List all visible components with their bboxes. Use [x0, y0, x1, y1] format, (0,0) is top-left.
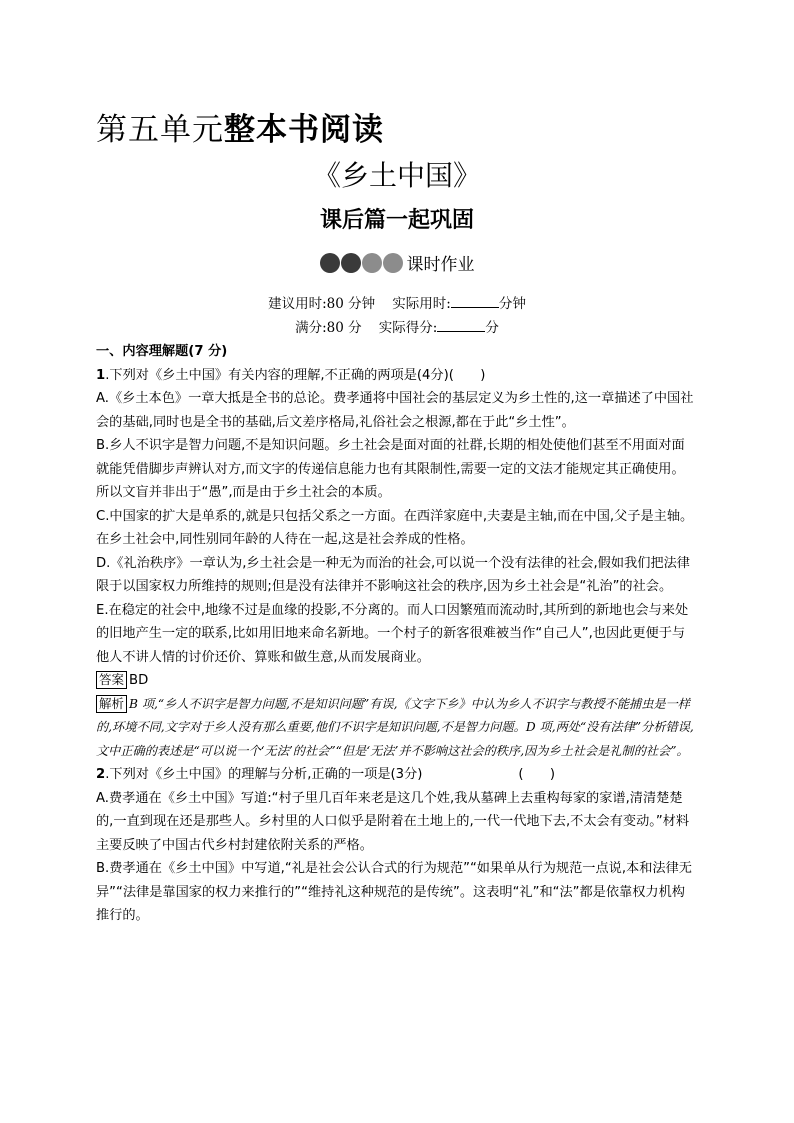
time-unit: 分钟 [498, 296, 526, 312]
answer-paren: ( ) [518, 767, 556, 782]
question-number: 2 [96, 767, 106, 782]
explain-text: B 项,“乡人不识字是智力问题,不是知识问题”有误,《文字下乡》中认为乡人不识字与教授不能捕虫是一样的,环境不同,文字对于乡人没有那么重要,他们不识字是知识问题,不是智力问题。D 项,两处“没有法律”分析错误,文中正确的表述是“可以说一个‘无法’的社会”“但是‘无法’并不影响这社会的秩序,因为乡土社会是礼制的社会”。 [96, 696, 694, 758]
question-text: .下列对《乡土中国》有关内容的理解,不正确的两项是(4分)( ) [105, 367, 486, 383]
unit-prefix: 第五单元 [96, 112, 224, 148]
time-text: 建议用时:80 分钟 实际用时: [268, 296, 451, 312]
dot-icon [383, 253, 403, 273]
book-title: 《乡土中国》 [312, 159, 481, 192]
dot-icon [362, 253, 382, 273]
q1-option-c: C.中国家的扩大是单系的,就是只包括父系之一方面。在西洋家庭中,夫妻是主轴,而在中国,父子是主轴。在乡土社会中,同性别同年龄的人待在一起,这是社会养成的性格。 [96, 508, 694, 547]
question-number: 1 [96, 367, 106, 383]
explain-label: 解析 [96, 695, 127, 713]
question-1-stem [96, 364, 696, 388]
score-unit: 分 [485, 320, 499, 336]
q1-option-a: A.《乡土本色》一章大抵是全书的总论。费孝通将中国社会的基层定义为乡土性的,这一章描述了中国社会的基础,同时也是全书的基础,后文差序格局,礼俗社会之根源,都在于此“乡土性”。 [96, 391, 694, 430]
score-text: 满分:80 分 实际得分: [295, 320, 438, 336]
score-info [0, 316, 794, 336]
homework-banner [0, 250, 794, 275]
time-blank [451, 293, 499, 308]
q1-option-d: D.《礼治秩序》一章认为,乡土社会是一种无为而治的社会,可以说一个没有法律的社会,假如我们把法律限于以国家权力所维持的规则;但是没有法律并不影响这社会的秩序,因为乡土社会是“礼治”的社会。 [96, 555, 690, 594]
homework-label: 课时作业 [406, 255, 475, 275]
q1-answer [96, 669, 696, 693]
score-blank [437, 317, 485, 332]
q2-option-b: B.费孝通在《乡土中国》中写道,“礼是社会公认合式的行为规范”“如果单从行为规范一点说,本和法律无异”“法律是靠国家的权力来推行的”“维持礼这种规范的是传统”。这表明“礼”和“法”都是依靠权力机构推行的。 [96, 861, 692, 923]
time-info [0, 292, 794, 312]
section-title: 课后篇一起巩固 [319, 208, 474, 233]
answer-value: BD [129, 673, 149, 688]
question-2-stem [96, 763, 696, 787]
unit-name: 整本书阅读 [224, 112, 384, 148]
q2-option-a: A.费孝通在《乡土中国》写道:“村子里几百年来老是这几个姓,我从墓碑上去重构每家的家谱,清清楚楚的,一直到现在还是那些人。乡村里的人口似乎是附着在土地上的,一代一代地下去,不太会有变动。”材料主要反映了中国古代乡村封建依附关系的严格。 [96, 790, 690, 853]
question-content [96, 340, 696, 928]
unit-title [96, 104, 384, 149]
question-text: .下列对《乡土中国》的理解与分析,正确的一项是(3分) [105, 767, 423, 782]
dot-icon [341, 253, 361, 273]
answer-label: 答案 [96, 671, 127, 689]
dot-icon [320, 253, 340, 273]
q1-option-b: B.乡人不识字是智力问题,不是知识问题。乡土社会是面对面的社群,长期的相处使他们甚至不用面对面就能凭借脚步声辨认对方,而文字的传递信息能力也有其限制性,需要一定的文法才能规定其正确使用。所以文盲并非出于“愚”,而是由于乡土社会的本质。 [96, 438, 685, 500]
q1-option-e: E.在稳定的社会中,地缘不过是血缘的投影,不分离的。而人口因繁殖而流动时,其所到的新地也会与来处的旧地产生一定的联系,比如用旧地来命名新地。一个村子的新客很难被当作“自己人”,也因此更便于与他人不讲人情的讨价还价、算账和做生意,从而发展商业。 [96, 602, 689, 665]
q1-explanation [96, 693, 696, 764]
part1-heading: 一、内容理解题(7 分) [96, 344, 228, 359]
